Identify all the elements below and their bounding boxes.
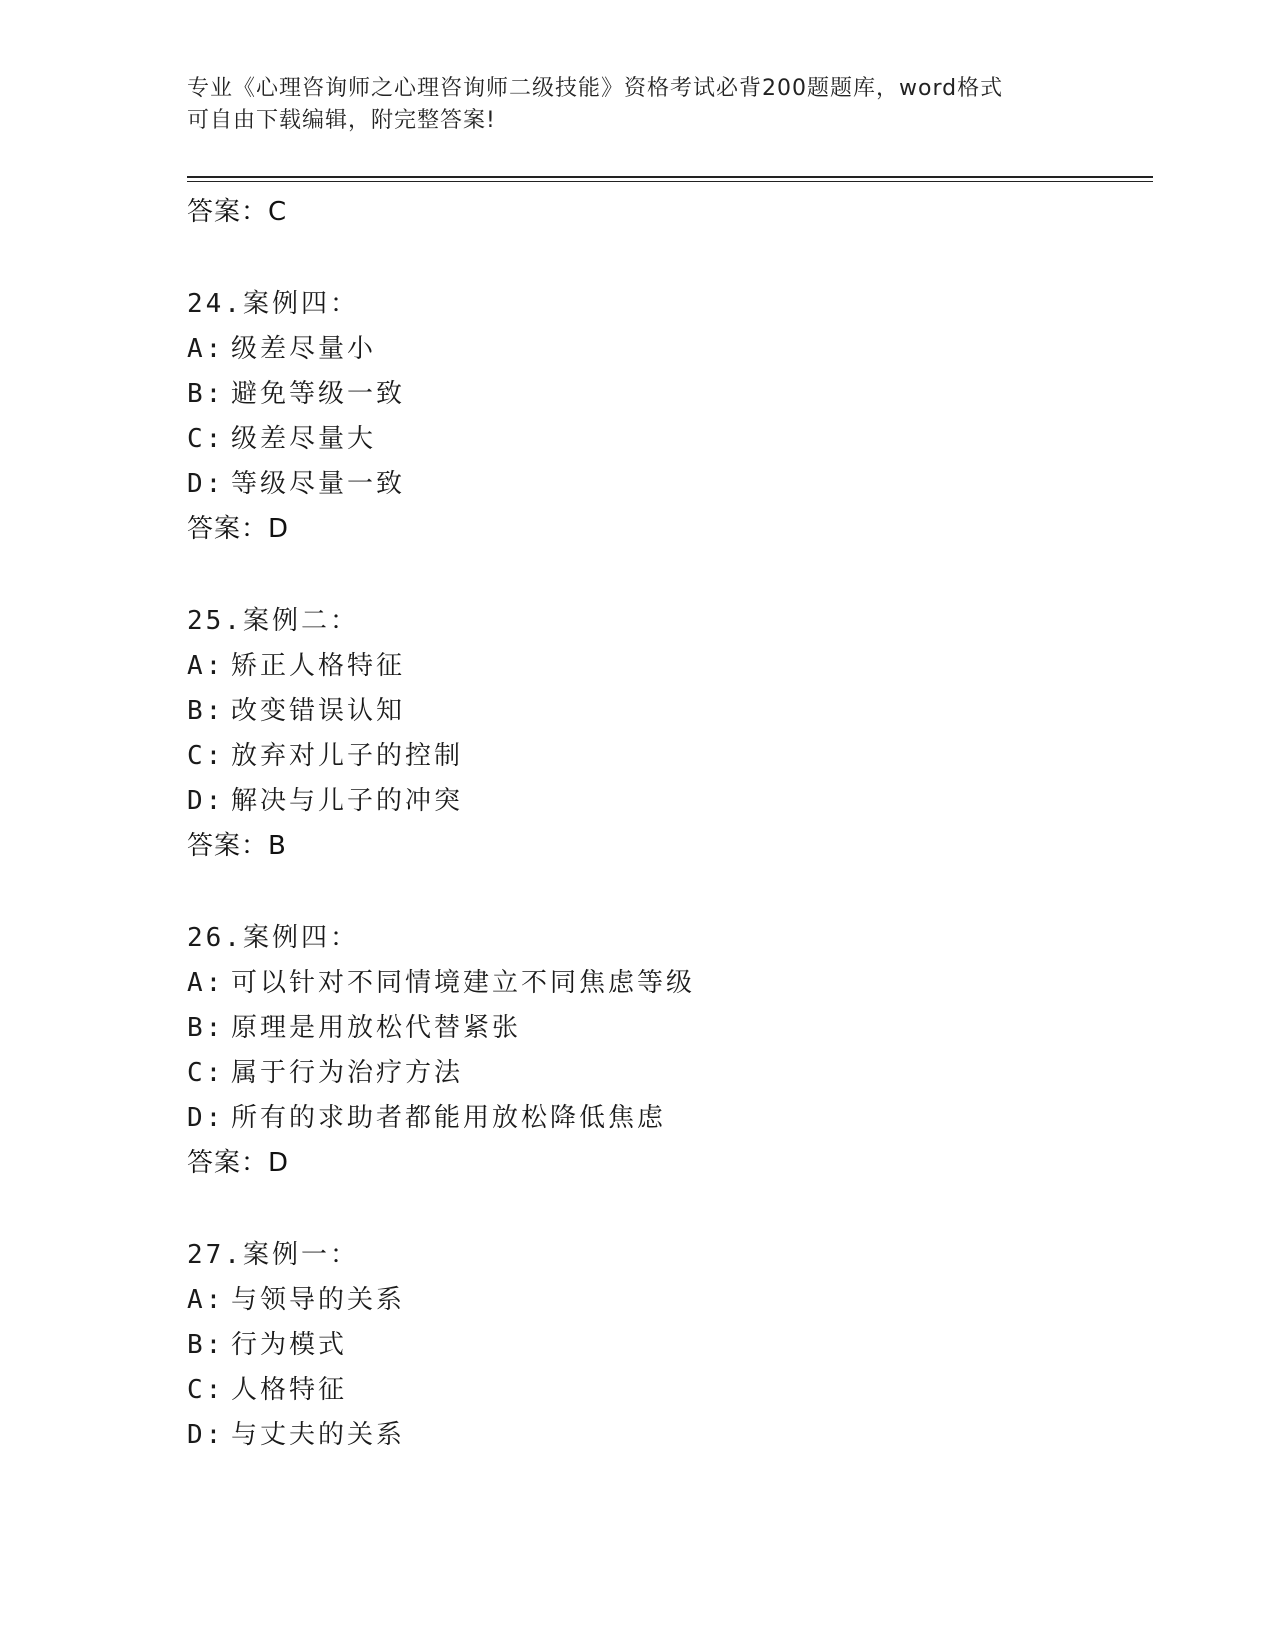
option-d bbox=[187, 779, 1147, 824]
option-letter: A: bbox=[187, 968, 225, 998]
option-text: 避免等级一致 bbox=[231, 379, 406, 409]
question-title: 24.案例四： bbox=[187, 289, 359, 319]
option-a bbox=[187, 961, 1147, 1006]
option-letter: A: bbox=[187, 334, 225, 364]
header-line-2: 可自由下载编辑，附完整答案! bbox=[187, 108, 496, 133]
header-divider-thick bbox=[187, 176, 1153, 178]
option-letter: C: bbox=[187, 741, 225, 771]
option-c bbox=[187, 1368, 1147, 1413]
option-text: 与丈夫的关系 bbox=[231, 1420, 406, 1450]
option-letter: C: bbox=[187, 424, 225, 454]
header-line-1: 专业《心理咨询师之心理咨询师二级技能》资格考试必背200题题库，word格式 bbox=[187, 76, 1004, 101]
option-c bbox=[187, 734, 1147, 779]
option-c bbox=[187, 417, 1147, 462]
option-text: 所有的求助者都能用放松降低焦虑 bbox=[231, 1103, 667, 1133]
spacer bbox=[187, 551, 1147, 599]
option-text: 人格特征 bbox=[231, 1375, 348, 1405]
option-letter: D: bbox=[187, 469, 225, 499]
question-item bbox=[187, 916, 1147, 1185]
answer-label: 答案：D bbox=[187, 514, 290, 544]
option-text: 改变错误认知 bbox=[231, 696, 406, 726]
question-item bbox=[187, 1233, 1147, 1458]
spacer bbox=[187, 234, 1147, 282]
option-letter: A: bbox=[187, 1285, 225, 1315]
option-d bbox=[187, 1413, 1147, 1458]
option-d bbox=[187, 462, 1147, 507]
spacer bbox=[187, 1185, 1147, 1233]
option-a bbox=[187, 644, 1147, 689]
answer-label: 答案：C bbox=[187, 197, 288, 227]
option-letter: B: bbox=[187, 1330, 225, 1360]
option-text: 原理是用放松代替紧张 bbox=[231, 1013, 522, 1043]
option-b bbox=[187, 372, 1147, 417]
option-b bbox=[187, 1006, 1147, 1051]
option-letter: C: bbox=[187, 1058, 225, 1088]
question-title: 27.案例一： bbox=[187, 1240, 359, 1270]
option-text: 解决与儿子的冲突 bbox=[231, 786, 464, 816]
option-text: 属于行为治疗方法 bbox=[231, 1058, 464, 1088]
option-text: 放弃对儿子的控制 bbox=[231, 741, 464, 771]
option-text: 行为模式 bbox=[231, 1330, 348, 1360]
option-text: 等级尽量一致 bbox=[231, 469, 406, 499]
option-text: 可以针对不同情境建立不同焦虑等级 bbox=[231, 968, 696, 998]
option-d bbox=[187, 1096, 1147, 1141]
question-title: 25.案例二： bbox=[187, 606, 359, 636]
option-letter: B: bbox=[187, 1013, 225, 1043]
answer-label: 答案：D bbox=[187, 1148, 290, 1178]
option-letter: C: bbox=[187, 1375, 225, 1405]
document-header bbox=[187, 73, 1087, 137]
option-letter: A: bbox=[187, 651, 225, 681]
option-text: 级差尽量大 bbox=[231, 424, 377, 454]
option-c bbox=[187, 1051, 1147, 1096]
question-title: 26.案例四： bbox=[187, 923, 359, 953]
option-a bbox=[187, 1278, 1147, 1323]
option-text: 矫正人格特征 bbox=[231, 651, 406, 681]
option-letter: B: bbox=[187, 379, 225, 409]
spacer bbox=[187, 868, 1147, 916]
option-letter: D: bbox=[187, 786, 225, 816]
option-letter: D: bbox=[187, 1103, 225, 1133]
option-b bbox=[187, 1323, 1147, 1368]
option-text: 级差尽量小 bbox=[231, 334, 377, 364]
option-b bbox=[187, 689, 1147, 734]
header-divider-thin bbox=[187, 181, 1153, 182]
question-list bbox=[187, 190, 1147, 1458]
option-letter: B: bbox=[187, 696, 225, 726]
question-item bbox=[187, 599, 1147, 868]
option-text: 与领导的关系 bbox=[231, 1285, 406, 1315]
answer-label: 答案：B bbox=[187, 831, 287, 861]
option-letter: D: bbox=[187, 1420, 225, 1450]
question-item bbox=[187, 282, 1147, 551]
option-a bbox=[187, 327, 1147, 372]
